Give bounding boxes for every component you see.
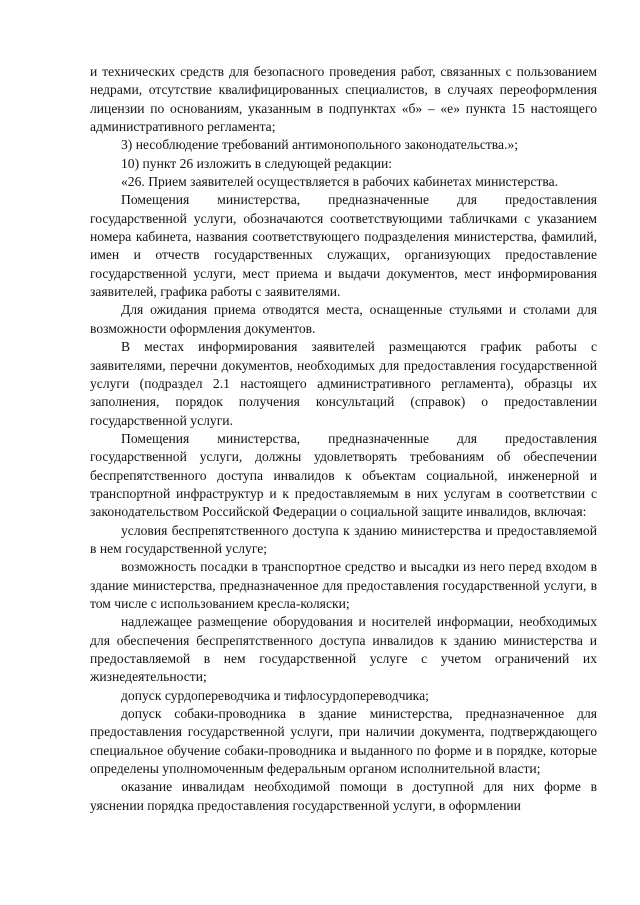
paragraph-4: «26. Прием заявителей осуществляется в рабочих кабинетах министерства. (121, 174, 559, 190)
paragraph-2: 3) несоблюдение требований антимонопольного законодательства.»; (121, 137, 519, 153)
paragraph-14: оказание инвалидам необходимой помощи в доступной для них форме в уяснении порядка предоставления государственной услуги, в оформлении (90, 779, 597, 813)
paragraph-10: возможность посадки в транспортное средство и высадки из него перед входом в здание министерства, предназначенное для предоставления государственной услуги, в том числе с использованием кресла-коляски; (90, 559, 597, 611)
paragraph-13: допуск собаки-проводника в здание министерства, предназначенное для предоставления государственной услуги, при наличии документа, подтверждающего специальное обучение собаки-проводника и выданного по форме и в порядке, которые определены уполномоченным федеральным органом исполнительной власти; (90, 706, 597, 777)
paragraph-7: В местах информирования заявителей размещаются график работы с заявителями, перечни документов, необходимых для предоставления государственной услуги (подраздел 2.1 настоящего административного регламента), образцы их заполнения, порядок получения консультаций (справок) о предоставлении государственной услуги. (90, 339, 597, 428)
paragraph-12: допуск сурдопереводчика и тифлосурдопереводчика; (121, 687, 429, 703)
paragraph-5: Помещения министерства, предназначенные для предоставления государственной услуги, обозначаются соответствующими табличками с указанием номера кабинета, названия соответствующего подразделения министерства, фамилий, имен и отчеств государственных служащих, организующих предоставление государственной услуги, мест приема и выдачи документов, мест информирования заявителей, графика работы с заявителями. (90, 192, 597, 300)
document-page (90, 63, 597, 815)
paragraph-9: условия беспрепятственного доступа к зданию министерства и предоставляемой в нем государственной услуге; (90, 522, 597, 556)
paragraph-6: Для ожидания приема отводятся места, оснащенные стульями и столами для возможности оформления документов. (90, 302, 597, 336)
paragraph-1: и технических средств для безопасного проведения работ, связанных с пользованием недрами, отсутствие квалифицированных специалистов, в случаях переоформления лицензии по основаниям, указанным в подпунктах «б» – «е» пункта 15 настоящего административного регламента; (90, 64, 597, 135)
paragraph-3: 10) пункт 26 изложить в следующей редакции: (121, 155, 393, 171)
paragraph-8: Помещения министерства, предназначенные для предоставления государственной услуги, должны удовлетворять требованиям об обеспечении беспрепятственного доступа инвалидов к объектам социальной, инженерной и транспортной инфраструктур и к предоставляемым в них услугам в соответствии с законодательством Российской Федерации о социальной защите инвалидов, включая: (90, 430, 597, 520)
paragraph-11: надлежащее размещение оборудования и носителей информации, необходимых для обеспечения беспрепятственного доступа инвалидов к зданию министерства и предоставляемой в нем государственной услуге с учетом ограничений их жизнедеятельности; (90, 614, 597, 685)
